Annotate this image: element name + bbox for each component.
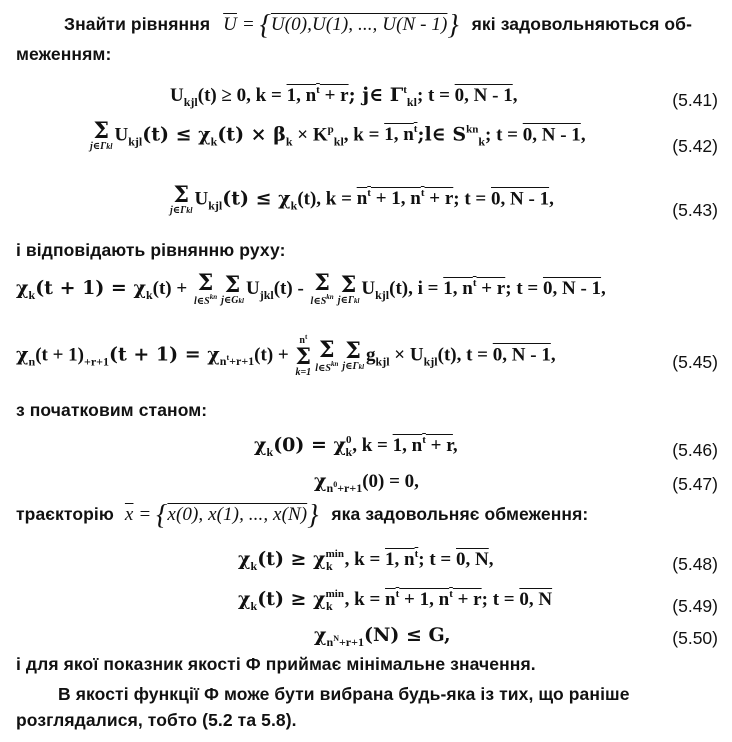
equation-number-5-45: (5.45) <box>672 352 718 372</box>
u-vector-formula: $\overline{U} = \{U(0),U(1)$, ..., U(N - 1)} <box>223 10 459 41</box>
equation-5-47: $\chi_{n^0+r+1}(0) = 0$, <box>314 470 419 495</box>
equation-5-45: $\chi_n(t + 1)_{+r+1}(t + 1) = \chi_{n^t+r+1}(t)$ + $n^t$ Σ k=1 Σ $l\in S^{kn}$ Σ j∈Γkl $g_{kjl} \times U_{kjl}(t)$, t = 0, N - 1, <box>16 333 556 378</box>
equation-5-48: $\chi_k(t) \ge \chi^{min}_k$ , k = 1, $n^t$; t = 0, N, <box>238 548 494 573</box>
equation-number-5-50: (5.50) <box>672 628 718 648</box>
equation-5-42: Σ j∈Γkl $U_{kjl}(t) \le \chi_k(t) \times \beta_k \times K^p_{kl}$, k = 1, $n^t;l\in$ $S^{kn}_k$; t = 0, N - 1, <box>90 118 586 152</box>
intro-line-1 <box>64 10 692 42</box>
closing-line-2: В якості функції Ф може бути вибрана будь-яка із тих, що раніше <box>58 684 630 704</box>
equation-5-46: $\chi_k(0) = \chi^0_k$, k = 1, $n^t + r$, <box>254 434 458 459</box>
closing-line-1: і для якої показник якості Ф приймає мінімальне значення. <box>16 654 536 674</box>
sum-symbol: Σ j∈Γkl <box>342 338 365 372</box>
sum-symbol: Σ $l\in S^{kn}$ <box>310 270 334 307</box>
equation-5-44: $\chi_k(t + 1) = \chi_k(t)$ + Σ $l\in S^{kn}$ Σ j∈Gkl $U_{jkl}(t)$ - Σ $l\in S^{kn}$ Σ j∈Γkl $U_{kjl}(t)$, i = 1, $n^t + r$; t = 0, N - 1, <box>16 270 606 307</box>
trajectory-line: траєкторію $\overline{x} = \{x(0)$, x(1), ..., x(N)} яка задовольняє обмеження: <box>16 500 589 531</box>
x-vector-formula: $\overline{x} = \{x(0)$, x(1), ..., x(N)} <box>124 500 319 531</box>
sum-symbol: Σ $l\in S^{kn}$ <box>315 336 339 374</box>
sum-symbol: Σ $l\in S^{kn}$ <box>193 270 218 307</box>
equation-number-5-42: (5.42) <box>672 136 718 156</box>
equation-number-5-49: (5.49) <box>672 596 718 616</box>
equation-number-5-47: (5.47) <box>672 474 718 494</box>
sum-symbol: Σ j∈Gkl <box>221 271 244 306</box>
intro-text-post: які задовольняються об- <box>471 14 693 34</box>
equation-5-41: $U_{kjl}(t) \ge 0$, k = 1, $n^t + r$; j∈ $\Gamma^t_{kl}$; t = 0, N - 1, <box>170 84 518 109</box>
equation-5-49: $\chi_k(t) \ge \chi^{min}_k$ , $k = n^t + 1$, $n^t + r$; t = 0, N <box>238 588 553 613</box>
equation-number-5-43: (5.43) <box>672 200 718 220</box>
sum-symbol: $n^t$ Σ k=1 <box>295 333 312 378</box>
sum-symbol: Σ j∈Γkl <box>90 118 113 152</box>
equation-number-5-48: (5.48) <box>672 554 718 574</box>
equation-number-5-46: (5.46) <box>672 440 718 460</box>
closing-line-3: розглядалися, тобто (5.2 та 5.8). <box>16 710 297 730</box>
equation-5-43: Σ j∈Γkl $U_{kjl}(t) \le \chi_k(t)$, $k = n^t + 1$, $n^t + r$; t = 0, N - 1, <box>170 182 554 216</box>
sum-symbol: Σ j∈Γkl <box>337 271 360 306</box>
sum-symbol: Σ j∈Γkl <box>170 182 193 216</box>
initial-state-text: з початковим станом: <box>16 400 208 420</box>
motion-text: і відповідають рівнянню руху: <box>16 240 286 260</box>
equation-5-50: $\chi_{n^N+r+1}(N) \le G$, <box>314 624 451 649</box>
equation-number-5-41: (5.41) <box>672 90 718 110</box>
intro-line-2: меженням: <box>16 44 112 64</box>
intro-text-pre: Знайти рівняння <box>64 14 211 34</box>
